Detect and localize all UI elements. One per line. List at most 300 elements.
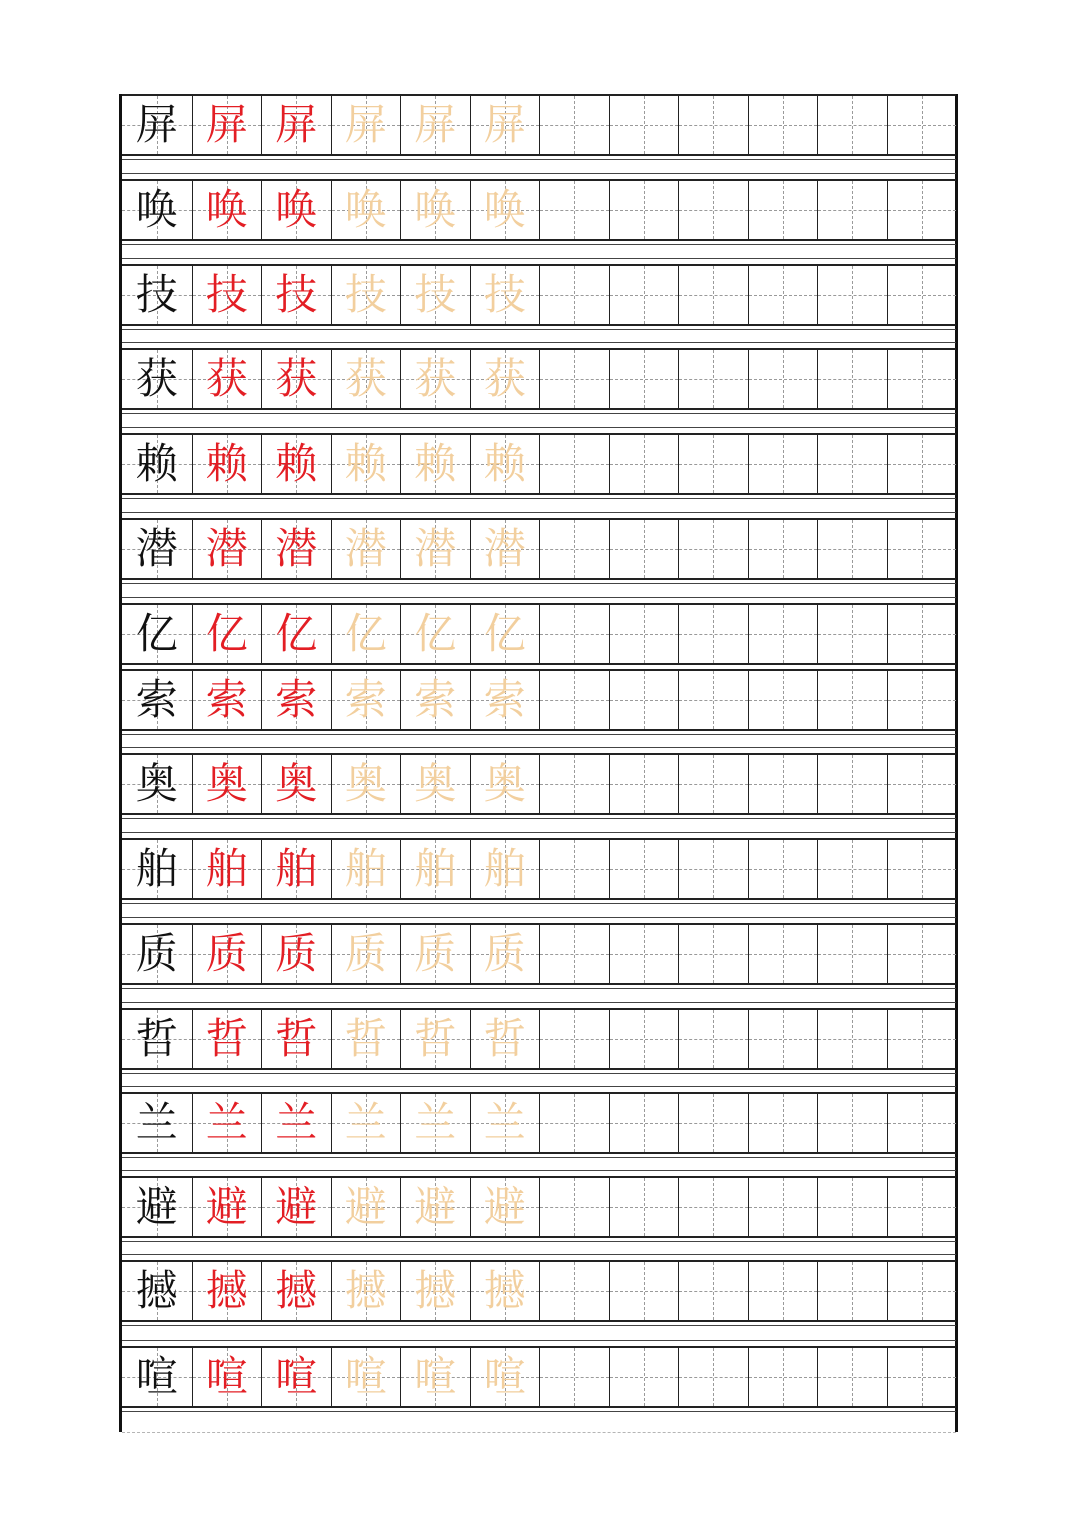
blank-practice-cell — [609, 264, 679, 326]
trace-char-cell — [192, 603, 262, 665]
trace-char: 获 — [483, 354, 526, 403]
trace-char: 喧 — [483, 1352, 526, 1401]
trace-char: 奥 — [483, 759, 526, 808]
trace-char: 舶 — [205, 844, 248, 893]
blank-practice-cell — [678, 1092, 748, 1154]
blank-practice-cell — [539, 1346, 609, 1408]
blank-practice-cell — [539, 838, 609, 900]
faint-trace-char-cell — [470, 603, 540, 665]
blank-practice-cell — [678, 1260, 748, 1322]
blank-practice-cell — [539, 753, 609, 815]
faint-trace-char-cell — [400, 1176, 470, 1238]
row-separator-line — [122, 818, 956, 819]
blank-practice-cell — [887, 1260, 957, 1322]
blank-practice-cell — [817, 838, 887, 900]
model-char: 舶 — [135, 844, 178, 893]
faint-trace-char-cell — [470, 94, 540, 156]
trace-char: 舶 — [483, 844, 526, 893]
trace-char: 唤 — [344, 185, 387, 234]
faint-trace-char-cell — [400, 518, 470, 580]
blank-practice-cell — [678, 1008, 748, 1070]
blank-practice-cell — [539, 603, 609, 665]
blank-practice-cell — [817, 1176, 887, 1238]
blank-practice-cell — [817, 753, 887, 815]
row-separator-line — [122, 329, 956, 330]
trace-char: 避 — [275, 1182, 318, 1231]
blank-practice-cell — [748, 838, 818, 900]
practice-row — [122, 1008, 956, 1070]
trace-char: 兰 — [205, 1098, 248, 1147]
row-separator-line — [122, 512, 956, 513]
blank-practice-cell — [887, 1346, 957, 1408]
blank-practice-cell — [748, 1092, 818, 1154]
blank-practice-cell — [539, 1176, 609, 1238]
blank-practice-cell — [887, 264, 957, 326]
trace-char-cell — [192, 753, 262, 815]
blank-practice-cell — [609, 1092, 679, 1154]
blank-practice-cell — [609, 433, 679, 495]
model-char-cell — [122, 179, 192, 241]
blank-practice-cell — [748, 348, 818, 410]
trace-char: 唤 — [483, 185, 526, 234]
trace-char: 潜 — [414, 524, 457, 573]
trace-char-cell — [261, 1260, 331, 1322]
trace-char: 奥 — [275, 759, 318, 808]
faint-trace-char-cell — [470, 1008, 540, 1070]
trace-char: 哲 — [344, 1014, 387, 1063]
practice-row — [122, 603, 956, 665]
blank-practice-cell — [539, 1260, 609, 1322]
trace-char: 舶 — [344, 844, 387, 893]
row-separator-line — [122, 1241, 956, 1242]
blank-practice-cell — [817, 603, 887, 665]
trace-char: 技 — [414, 270, 457, 319]
trace-char: 屏 — [483, 100, 526, 149]
trace-char: 哲 — [483, 1014, 526, 1063]
trace-char-cell — [261, 1176, 331, 1238]
row-separator-line — [122, 903, 956, 904]
practice-row — [122, 1176, 956, 1238]
blank-practice-cell — [748, 923, 818, 985]
trace-char: 喧 — [414, 1352, 457, 1401]
faint-trace-char-cell — [470, 348, 540, 410]
faint-trace-char-cell — [470, 518, 540, 580]
model-char: 唤 — [135, 185, 178, 234]
trace-char: 喧 — [344, 1352, 387, 1401]
trace-char: 质 — [205, 929, 248, 978]
trace-char: 获 — [414, 354, 457, 403]
trace-char: 唤 — [205, 185, 248, 234]
trace-char: 技 — [483, 270, 526, 319]
trace-char: 赖 — [275, 439, 318, 488]
faint-trace-char-cell — [470, 179, 540, 241]
model-char-cell — [122, 1346, 192, 1408]
row-separator-line — [122, 244, 956, 245]
row-separator-line — [122, 1086, 956, 1087]
blank-practice-cell — [748, 1176, 818, 1238]
trace-char: 屏 — [344, 100, 387, 149]
blank-practice-cell — [609, 518, 679, 580]
blank-practice-cell — [817, 669, 887, 731]
practice-row — [122, 1260, 956, 1322]
blank-practice-cell — [539, 264, 609, 326]
trace-char-cell — [192, 94, 262, 156]
blank-practice-cell — [887, 603, 957, 665]
faint-trace-char-cell — [331, 94, 401, 156]
row-separator-line — [122, 1002, 956, 1003]
trace-char: 舶 — [414, 844, 457, 893]
blank-practice-cell — [748, 264, 818, 326]
trace-char: 撼 — [275, 1266, 318, 1315]
sheet-bottom-guides — [122, 1414, 956, 1434]
practice-row — [122, 348, 956, 410]
model-char-cell — [122, 923, 192, 985]
model-char-cell — [122, 348, 192, 410]
blank-practice-cell — [609, 1008, 679, 1070]
blank-practice-cell — [678, 179, 748, 241]
faint-trace-char-cell — [331, 348, 401, 410]
faint-trace-char-cell — [470, 753, 540, 815]
blank-practice-cell — [817, 1092, 887, 1154]
trace-char: 技 — [275, 270, 318, 319]
blank-practice-cell — [678, 669, 748, 731]
row-separator-line — [122, 734, 956, 735]
row-separator-line — [122, 159, 956, 160]
trace-char: 技 — [205, 270, 248, 319]
faint-trace-char-cell — [331, 264, 401, 326]
trace-char: 喧 — [275, 1352, 318, 1401]
blank-practice-cell — [678, 1176, 748, 1238]
model-char-cell — [122, 1176, 192, 1238]
trace-char-cell — [192, 923, 262, 985]
blank-practice-cell — [748, 518, 818, 580]
trace-char: 潜 — [483, 524, 526, 573]
practice-row — [122, 1346, 956, 1408]
blank-practice-cell — [678, 264, 748, 326]
row-separator-line — [122, 173, 956, 174]
blank-practice-cell — [748, 753, 818, 815]
trace-char-cell — [261, 94, 331, 156]
trace-char-cell — [192, 669, 262, 731]
blank-practice-cell — [817, 179, 887, 241]
trace-char: 兰 — [414, 1098, 457, 1147]
trace-char: 获 — [344, 354, 387, 403]
trace-char-cell — [261, 1092, 331, 1154]
blank-practice-cell — [539, 1092, 609, 1154]
trace-char-cell — [192, 1176, 262, 1238]
faint-trace-char-cell — [331, 838, 401, 900]
trace-char-cell — [261, 179, 331, 241]
trace-char: 避 — [414, 1182, 457, 1231]
trace-char-cell — [261, 264, 331, 326]
blank-practice-cell — [678, 94, 748, 156]
blank-practice-cell — [817, 923, 887, 985]
faint-trace-char-cell — [331, 179, 401, 241]
row-separator-line — [122, 1325, 956, 1326]
model-char-cell — [122, 1092, 192, 1154]
model-char-cell — [122, 433, 192, 495]
blank-practice-cell — [748, 603, 818, 665]
row-separator-line — [122, 917, 956, 918]
practice-row — [122, 753, 956, 815]
trace-char-cell — [261, 518, 331, 580]
trace-char: 赖 — [483, 439, 526, 488]
faint-trace-char-cell — [331, 518, 401, 580]
trace-char: 亿 — [275, 609, 318, 658]
trace-char-cell — [192, 1260, 262, 1322]
trace-char-cell — [192, 433, 262, 495]
trace-char: 索 — [344, 675, 387, 724]
trace-char-cell — [261, 838, 331, 900]
trace-char-cell — [261, 1346, 331, 1408]
row-separator-line — [122, 832, 956, 833]
trace-char-cell — [192, 1346, 262, 1408]
trace-char: 屏 — [414, 100, 457, 149]
trace-char: 避 — [205, 1182, 248, 1231]
model-char: 兰 — [135, 1098, 178, 1147]
faint-trace-char-cell — [400, 753, 470, 815]
blank-practice-cell — [678, 348, 748, 410]
trace-char: 唤 — [275, 185, 318, 234]
trace-char-cell — [192, 264, 262, 326]
trace-char: 亿 — [483, 609, 526, 658]
blank-practice-cell — [539, 348, 609, 410]
faint-trace-char-cell — [331, 923, 401, 985]
faint-trace-char-cell — [400, 603, 470, 665]
model-char: 亿 — [135, 609, 178, 658]
blank-practice-cell — [887, 838, 957, 900]
trace-char: 技 — [344, 270, 387, 319]
trace-char: 索 — [414, 675, 457, 724]
blank-practice-cell — [609, 1346, 679, 1408]
trace-char: 兰 — [344, 1098, 387, 1147]
row-separator-line — [122, 427, 956, 428]
faint-trace-char-cell — [331, 669, 401, 731]
blank-practice-cell — [678, 1346, 748, 1408]
blank-practice-cell — [887, 1176, 957, 1238]
trace-char-cell — [192, 348, 262, 410]
blank-practice-cell — [748, 1260, 818, 1322]
faint-trace-char-cell — [400, 1346, 470, 1408]
blank-practice-cell — [887, 1092, 957, 1154]
faint-trace-char-cell — [400, 923, 470, 985]
model-char-cell — [122, 264, 192, 326]
trace-char: 潜 — [205, 524, 248, 573]
faint-trace-char-cell — [331, 1346, 401, 1408]
blank-practice-cell — [748, 179, 818, 241]
model-char: 屏 — [135, 100, 178, 149]
blank-practice-cell — [817, 264, 887, 326]
trace-char: 亿 — [205, 609, 248, 658]
faint-trace-char-cell — [470, 838, 540, 900]
blank-practice-cell — [678, 603, 748, 665]
blank-practice-cell — [748, 94, 818, 156]
blank-practice-cell — [678, 753, 748, 815]
blank-practice-cell — [678, 923, 748, 985]
model-char-cell — [122, 94, 192, 156]
trace-char-cell — [192, 518, 262, 580]
practice-row — [122, 94, 956, 156]
model-char: 赖 — [135, 439, 178, 488]
trace-char-cell — [192, 179, 262, 241]
faint-trace-char-cell — [331, 1008, 401, 1070]
practice-row — [122, 179, 956, 241]
faint-trace-char-cell — [331, 1092, 401, 1154]
trace-char: 奥 — [414, 759, 457, 808]
trace-char: 赖 — [344, 439, 387, 488]
blank-practice-cell — [817, 433, 887, 495]
trace-char: 撼 — [483, 1266, 526, 1315]
blank-practice-cell — [887, 1008, 957, 1070]
faint-trace-char-cell — [400, 838, 470, 900]
faint-trace-char-cell — [400, 264, 470, 326]
trace-char: 哲 — [414, 1014, 457, 1063]
model-char-cell — [122, 1260, 192, 1322]
blank-practice-cell — [887, 348, 957, 410]
row-separator-line — [122, 1157, 956, 1158]
practice-row — [122, 838, 956, 900]
faint-trace-char-cell — [470, 264, 540, 326]
blank-practice-cell — [817, 1346, 887, 1408]
trace-char-cell — [261, 923, 331, 985]
faint-trace-char-cell — [331, 1260, 401, 1322]
practice-row — [122, 264, 956, 326]
practice-row — [122, 669, 956, 731]
faint-trace-char-cell — [400, 433, 470, 495]
faint-trace-char-cell — [331, 1176, 401, 1238]
blank-practice-cell — [609, 923, 679, 985]
faint-trace-char-cell — [331, 603, 401, 665]
trace-char-cell — [192, 838, 262, 900]
trace-char: 潜 — [275, 524, 318, 573]
row-separator-line — [122, 413, 956, 414]
blank-practice-cell — [609, 669, 679, 731]
faint-trace-char-cell — [400, 348, 470, 410]
model-char: 奥 — [135, 759, 178, 808]
trace-char: 撼 — [414, 1266, 457, 1315]
blank-practice-cell — [539, 518, 609, 580]
trace-char: 亿 — [414, 609, 457, 658]
faint-trace-char-cell — [470, 1092, 540, 1154]
blank-practice-cell — [609, 1260, 679, 1322]
trace-char: 舶 — [275, 844, 318, 893]
trace-char: 奥 — [344, 759, 387, 808]
blank-practice-cell — [748, 1346, 818, 1408]
faint-trace-char-cell — [470, 1176, 540, 1238]
practice-row — [122, 518, 956, 580]
practice-row — [122, 1092, 956, 1154]
model-char: 哲 — [135, 1014, 178, 1063]
trace-char: 潜 — [344, 524, 387, 573]
row-separator-line — [122, 1254, 956, 1255]
blank-practice-cell — [609, 753, 679, 815]
trace-char: 屏 — [275, 100, 318, 149]
blank-practice-cell — [748, 433, 818, 495]
model-char: 索 — [135, 675, 178, 724]
blank-practice-cell — [887, 923, 957, 985]
trace-char: 避 — [483, 1182, 526, 1231]
row-separator-line — [122, 1170, 956, 1171]
faint-trace-char-cell — [400, 179, 470, 241]
trace-char: 奥 — [205, 759, 248, 808]
model-char: 技 — [135, 270, 178, 319]
blank-practice-cell — [539, 433, 609, 495]
model-char: 获 — [135, 354, 178, 403]
faint-trace-char-cell — [400, 669, 470, 731]
blank-practice-cell — [678, 518, 748, 580]
blank-practice-cell — [539, 669, 609, 731]
model-char-cell — [122, 753, 192, 815]
trace-char-cell — [261, 603, 331, 665]
trace-char-cell — [261, 1008, 331, 1070]
faint-trace-char-cell — [470, 1346, 540, 1408]
trace-char-cell — [192, 1092, 262, 1154]
trace-char-cell — [192, 1008, 262, 1070]
blank-practice-cell — [678, 838, 748, 900]
trace-char: 质 — [275, 929, 318, 978]
trace-char: 索 — [483, 675, 526, 724]
trace-char: 哲 — [275, 1014, 318, 1063]
blank-practice-cell — [887, 94, 957, 156]
blank-practice-cell — [817, 1260, 887, 1322]
trace-char-cell — [261, 348, 331, 410]
blank-practice-cell — [748, 1008, 818, 1070]
model-char: 质 — [135, 929, 178, 978]
blank-practice-cell — [609, 179, 679, 241]
blank-practice-cell — [609, 603, 679, 665]
model-char: 撼 — [135, 1266, 178, 1315]
row-separator-line — [122, 1073, 956, 1074]
trace-char: 屏 — [205, 100, 248, 149]
blank-practice-cell — [817, 518, 887, 580]
row-separator-line — [122, 342, 956, 343]
trace-char: 喧 — [205, 1352, 248, 1401]
practice-row — [122, 433, 956, 495]
faint-trace-char-cell — [400, 1092, 470, 1154]
model-char: 喧 — [135, 1352, 178, 1401]
faint-trace-char-cell — [470, 433, 540, 495]
blank-practice-cell — [609, 94, 679, 156]
trace-char-cell — [261, 433, 331, 495]
model-char: 避 — [135, 1182, 178, 1231]
model-char-cell — [122, 838, 192, 900]
trace-char: 亿 — [344, 609, 387, 658]
blank-practice-cell — [539, 94, 609, 156]
blank-practice-cell — [817, 94, 887, 156]
blank-practice-cell — [609, 348, 679, 410]
faint-trace-char-cell — [470, 1260, 540, 1322]
trace-char: 获 — [275, 354, 318, 403]
trace-char: 赖 — [205, 439, 248, 488]
row-separator-line — [122, 597, 956, 598]
model-char-cell — [122, 669, 192, 731]
row-separator-line — [122, 1340, 956, 1341]
blank-practice-cell — [539, 179, 609, 241]
blank-practice-cell — [887, 179, 957, 241]
trace-char-cell — [261, 753, 331, 815]
trace-char: 质 — [344, 929, 387, 978]
faint-trace-char-cell — [331, 433, 401, 495]
blank-practice-cell — [887, 433, 957, 495]
model-char-cell — [122, 518, 192, 580]
row-separator-line — [122, 583, 956, 584]
blank-practice-cell — [887, 753, 957, 815]
trace-char: 兰 — [275, 1098, 318, 1147]
practice-row — [122, 923, 956, 985]
row-separator-line — [122, 988, 956, 989]
model-char-cell — [122, 603, 192, 665]
trace-char: 索 — [205, 675, 248, 724]
